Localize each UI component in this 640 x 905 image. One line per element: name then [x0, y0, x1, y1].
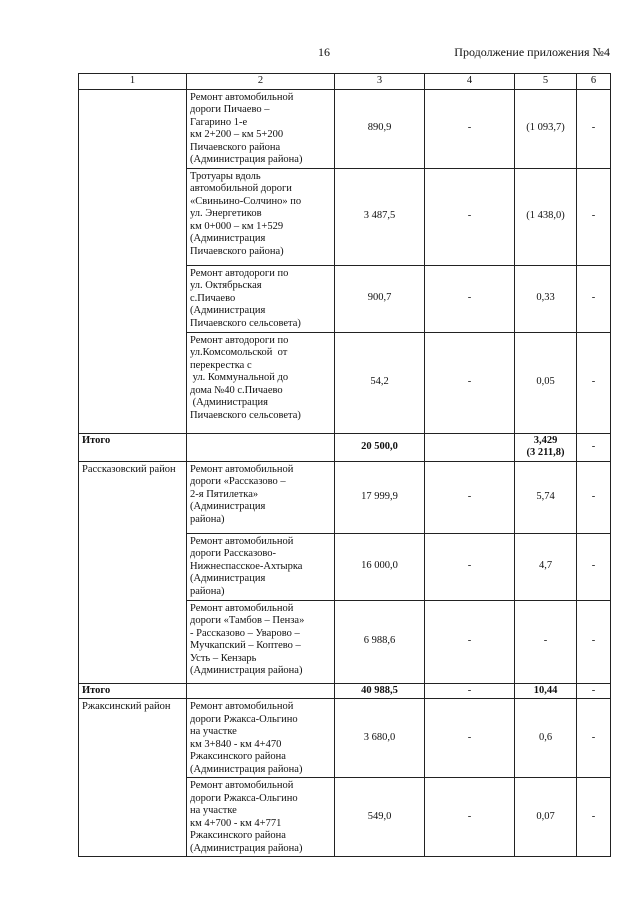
value-cell-3 — [335, 265, 425, 332]
cell-value: - — [467, 490, 472, 502]
description-line: - Рассказово – Уварово – — [190, 627, 300, 639]
description-line: 2-я Пятилетка» — [190, 488, 259, 500]
description-line: Ремонт автомобильной — [190, 602, 294, 614]
total-empty-cell — [187, 433, 335, 461]
value-cell-6 — [577, 461, 611, 533]
work-description — [187, 533, 335, 600]
description-line: (Администрация района) — [190, 665, 303, 676]
value-cell-6 — [577, 265, 611, 332]
description-line: автомобильной дороги — [190, 183, 292, 194]
work-description — [187, 461, 335, 533]
total-value-5 — [515, 683, 577, 699]
work-description — [187, 332, 335, 433]
description-line: на участке — [190, 805, 237, 816]
description-line: (Администрация района) — [190, 842, 303, 854]
value-cell-4 — [425, 265, 515, 332]
value-cell-3 — [335, 461, 425, 533]
description-line: ул.Комсомольской от — [190, 347, 288, 358]
description-line: дороги Рассказово- — [190, 548, 277, 559]
column-header-6: 6 — [577, 74, 611, 90]
description-line: Гагарино 1-е — [190, 116, 248, 128]
work-description — [187, 168, 335, 265]
value-cell-6 — [577, 600, 611, 683]
description-line: (Администрация — [190, 501, 266, 512]
district-cell — [79, 461, 187, 683]
description-line: Ржаксинского района — [190, 751, 286, 762]
cell-value: 3 487,5 — [363, 210, 396, 222]
appendix-table — [78, 73, 611, 857]
description-line: (Администрация — [190, 397, 268, 408]
value-cell-5 — [515, 332, 577, 433]
total-value-5-line1: 3,429 — [533, 434, 558, 446]
cell-value: - — [467, 292, 472, 304]
total-value-4 — [425, 433, 515, 461]
value-cell-3 — [335, 168, 425, 265]
cell-value: 900,7 — [367, 292, 392, 304]
value-cell-4 — [425, 168, 515, 265]
cell-value: (1 438,0) — [526, 210, 565, 222]
work-description — [187, 600, 335, 683]
value-cell-5 — [515, 600, 577, 683]
district-cell — [79, 89, 187, 433]
total-row — [79, 683, 611, 699]
cell-value: - — [467, 376, 472, 388]
column-header-4: 4 — [425, 74, 515, 90]
description-line: Ремонт автомобильной — [190, 463, 294, 475]
value-cell-5 — [515, 89, 577, 168]
cell-value: - — [467, 560, 472, 572]
description-line: Пичаевского сельсовета) — [190, 409, 301, 421]
description-line: дороги Ржакса-Ольгино — [190, 792, 298, 804]
total-label: Итого — [79, 683, 187, 699]
description-line: на участке — [190, 726, 237, 737]
column-number-row — [79, 74, 611, 90]
table-row — [79, 699, 611, 778]
total-value-6: - — [577, 433, 611, 461]
value-cell-4 — [425, 778, 515, 857]
description-line: (Администрация — [190, 233, 266, 244]
cell-value: 0,33 — [536, 292, 555, 304]
description-line: Ремонт автодороги по — [190, 334, 289, 346]
cell-value: 0,07 — [536, 810, 555, 822]
description-line: перекрестка с — [190, 359, 252, 371]
value-cell-4 — [425, 89, 515, 168]
cell-value: - — [591, 635, 596, 647]
work-description — [187, 699, 335, 778]
cell-value: - — [591, 731, 596, 743]
cell-value: 6 988,6 — [363, 635, 396, 647]
cell-value: 16 000,0 — [361, 560, 398, 572]
value-cell-3 — [335, 89, 425, 168]
description-line: ул. Энергетиков — [190, 208, 262, 219]
description-line: (Администрация — [190, 305, 266, 316]
cell-value: 5,74 — [536, 490, 555, 502]
cell-value: 549,0 — [367, 810, 392, 822]
description-line: Ремонт автодороги по — [190, 267, 289, 279]
description-line: дороги «Рассказово – — [190, 476, 286, 487]
description-line: ул. Октябрьская — [190, 280, 262, 291]
total-row — [79, 433, 611, 461]
total-value-3: 20 500,0 — [335, 433, 425, 461]
value-cell-4 — [425, 699, 515, 778]
value-cell-5 — [515, 533, 577, 600]
column-header-2: 2 — [187, 74, 335, 90]
column-header-1: 1 — [79, 74, 187, 90]
description-line: района) — [190, 585, 225, 597]
value-cell-6 — [577, 168, 611, 265]
description-line: км 4+700 - км 4+771 — [190, 817, 282, 829]
cell-value: - — [591, 292, 596, 304]
description-line: дороги Пичаево – — [190, 104, 270, 115]
value-cell-5 — [515, 778, 577, 857]
cell-value: - — [591, 560, 596, 572]
value-cell-6 — [577, 89, 611, 168]
cell-value: - — [543, 635, 548, 647]
description-line: (Администрация района) — [190, 763, 303, 775]
cell-value: - — [591, 122, 596, 134]
description-line: Пичаевского района — [190, 141, 281, 153]
value-cell-6 — [577, 533, 611, 600]
cell-value: 0,05 — [536, 376, 555, 388]
total-value-5-line2: (3 211,8) — [526, 447, 565, 458]
description-line: (Администрация района) — [190, 154, 303, 165]
description-line: Ремонт автомобильной — [190, 535, 294, 547]
value-cell-3 — [335, 533, 425, 600]
description-line: Ремонт автомобильной — [190, 701, 294, 712]
cell-value: - — [467, 122, 472, 134]
cell-value: - — [467, 810, 472, 822]
description-line: ул. Коммунальной до — [190, 372, 289, 383]
description-line: с.Пичаево — [190, 292, 236, 304]
description-line: дороги Ржакса-Ольгино — [190, 713, 298, 725]
cell-value: - — [591, 210, 596, 222]
value-cell-6 — [577, 332, 611, 433]
value-cell-3 — [335, 699, 425, 778]
value-cell-3 — [335, 332, 425, 433]
total-value-5 — [515, 433, 577, 461]
total-label: Итого — [79, 433, 187, 461]
continuation-note: Продолжение приложения №4 — [454, 45, 610, 59]
value-cell-5 — [515, 265, 577, 332]
description-line: Ремонт автомобильной — [190, 780, 294, 791]
description-line: Пичаевского сельсовета) — [190, 317, 301, 329]
page-number: 16 — [318, 45, 330, 59]
cell-value: - — [591, 490, 596, 502]
table-row — [79, 89, 611, 168]
description-line: Тротуары вдоль — [190, 170, 261, 182]
description-line: Ремонт автомобильной — [190, 91, 294, 103]
district-name: Рассказовский район — [82, 463, 176, 475]
cell-value: 54,2 — [370, 376, 389, 388]
value-cell-5 — [515, 461, 577, 533]
cell-value: - — [591, 810, 596, 822]
description-line: Усть – Кензарь — [190, 652, 257, 664]
value-cell-6 — [577, 778, 611, 857]
description-line: дороги «Тамбов – Пенза» — [190, 615, 305, 626]
work-description — [187, 265, 335, 332]
value-cell-3 — [335, 778, 425, 857]
description-line: км 3+840 - км 4+470 — [190, 738, 282, 750]
total-value-3: 40 988,5 — [335, 683, 425, 699]
total-value-4: - — [425, 683, 515, 699]
cell-value: - — [467, 210, 472, 222]
total-value-6: - — [577, 683, 611, 699]
value-cell-3 — [335, 600, 425, 683]
value-cell-4 — [425, 461, 515, 533]
cell-value: 4,7 — [538, 560, 553, 572]
description-line: Мучкапский – Коптево – — [190, 640, 301, 651]
description-line: км 0+000 – км 1+529 — [190, 220, 284, 232]
work-description — [187, 778, 335, 857]
value-cell-4 — [425, 332, 515, 433]
total-empty-cell — [187, 683, 335, 699]
district-cell — [79, 699, 187, 857]
description-line: Ржаксинского района — [190, 830, 286, 841]
description-line: (Администрация — [190, 573, 266, 584]
cell-value: - — [591, 376, 596, 388]
value-cell-6 — [577, 699, 611, 778]
cell-value: 3 680,0 — [363, 731, 396, 743]
work-description — [187, 89, 335, 168]
cell-value: 0,6 — [538, 731, 553, 743]
cell-value: - — [467, 731, 472, 743]
table-row — [79, 461, 611, 533]
description-line: дома №40 с.Пичаево — [190, 384, 283, 396]
cell-value: 890,9 — [367, 122, 392, 134]
description-line: Нижнеспасское-Ахтырка — [190, 560, 303, 572]
cell-value: - — [467, 635, 472, 647]
column-header-3: 3 — [335, 74, 425, 90]
value-cell-5 — [515, 699, 577, 778]
value-cell-5 — [515, 168, 577, 265]
column-header-5: 5 — [515, 74, 577, 90]
description-line: Пичаевского района) — [190, 245, 284, 257]
description-line: района) — [190, 513, 225, 525]
value-cell-4 — [425, 533, 515, 600]
description-line: км 2+200 – км 5+200 — [190, 129, 284, 140]
value-cell-4 — [425, 600, 515, 683]
total-value-5-line1: 10,44 — [533, 684, 558, 696]
description-line: «Свиньино-Солчино» по — [190, 195, 302, 207]
cell-value: (1 093,7) — [526, 122, 565, 134]
cell-value: 17 999,9 — [361, 490, 398, 502]
district-name: Ржаксинский район — [82, 701, 171, 712]
